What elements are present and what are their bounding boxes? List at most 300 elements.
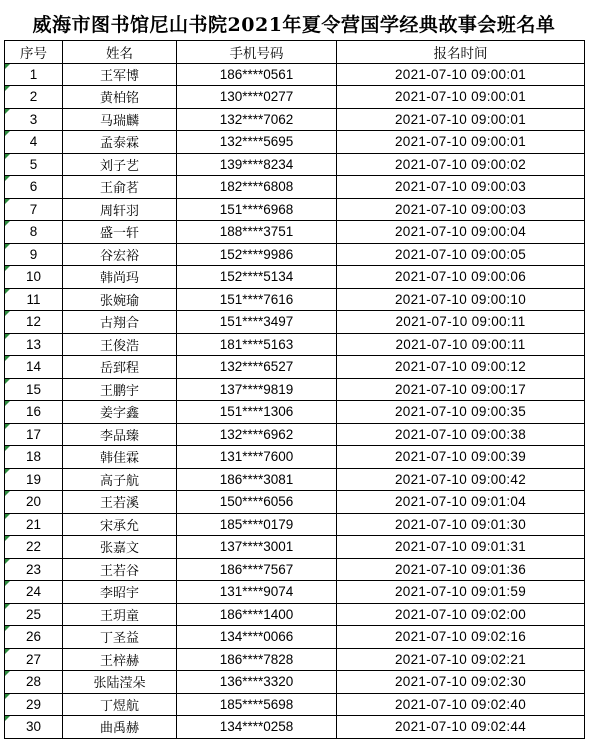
cell-phone xyxy=(177,446,337,469)
table-row xyxy=(5,648,585,671)
cell-no xyxy=(5,356,63,379)
cell-time xyxy=(337,468,585,491)
cell-time xyxy=(337,221,585,244)
cell-no-text: 2 xyxy=(29,89,38,105)
cell-no xyxy=(5,63,63,86)
cell-name xyxy=(63,86,177,109)
cell-indicator-icon xyxy=(5,581,10,586)
cell-time-text: 2021-07-10 09:00:01 xyxy=(394,134,527,150)
cell-no-text: 19 xyxy=(25,471,42,487)
cell-no xyxy=(5,468,63,491)
roster-rows xyxy=(5,63,585,738)
cell-phone xyxy=(177,536,337,559)
cell-phone xyxy=(177,333,337,356)
cell-no-text: 5 xyxy=(29,156,38,172)
cell-name xyxy=(63,491,177,514)
table-row xyxy=(5,693,585,716)
cell-no xyxy=(5,626,63,649)
cell-phone-text: 139****8234 xyxy=(219,156,294,172)
cell-no-text: 30 xyxy=(25,719,42,735)
header-row xyxy=(5,41,585,64)
cell-time-text: 2021-07-10 09:00:10 xyxy=(394,291,527,307)
cell-indicator-icon xyxy=(5,221,10,226)
cell-indicator-icon xyxy=(5,446,10,451)
cell-no xyxy=(5,423,63,446)
cell-name xyxy=(63,671,177,694)
cell-phone xyxy=(177,491,337,514)
table-row xyxy=(5,356,585,379)
cell-no-text: 8 xyxy=(29,224,38,240)
cell-name-text: 谷宏裕 xyxy=(99,248,139,264)
cell-indicator-icon xyxy=(5,154,10,159)
cell-name xyxy=(63,401,177,424)
cell-indicator-icon xyxy=(5,266,10,271)
cell-name-text: 姜字鑫 xyxy=(99,406,139,422)
cell-name xyxy=(63,603,177,626)
cell-no xyxy=(5,176,63,199)
cell-no xyxy=(5,198,63,221)
cell-no xyxy=(5,153,63,176)
cell-time-text: 2021-07-10 09:00:17 xyxy=(394,381,527,397)
cell-phone-text: 182****6808 xyxy=(219,179,294,195)
cell-name-text: 岳郅程 xyxy=(99,361,139,377)
cell-indicator-icon xyxy=(5,604,10,609)
cell-indicator-icon xyxy=(5,379,10,384)
cell-time-text: 2021-07-10 09:02:16 xyxy=(394,629,527,645)
cell-indicator-icon xyxy=(5,469,10,474)
cell-no-text: 12 xyxy=(25,314,42,330)
cell-name xyxy=(63,648,177,671)
table-row xyxy=(5,86,585,109)
cell-phone-text: 134****0258 xyxy=(219,719,294,735)
cell-phone xyxy=(177,378,337,401)
cell-phone xyxy=(177,243,337,266)
cell-no xyxy=(5,86,63,109)
cell-time-text: 2021-07-10 09:00:01 xyxy=(394,66,527,82)
cell-name-text: 盛一轩 xyxy=(99,226,139,242)
cell-phone-text: 186****7828 xyxy=(219,651,294,667)
cell-no-text: 23 xyxy=(25,561,42,577)
cell-name-text: 李品臻 xyxy=(99,428,139,444)
cell-phone-text: 152****5134 xyxy=(219,269,294,285)
cell-time-text: 2021-07-10 09:01:31 xyxy=(394,539,527,555)
cell-no-text: 14 xyxy=(25,359,42,375)
cell-no-text: 20 xyxy=(25,494,42,510)
cell-phone-text: 132****6962 xyxy=(219,426,294,442)
cell-phone-text: 185****0179 xyxy=(219,516,294,532)
cell-name-text: 王梓赫 xyxy=(99,653,139,669)
cell-time xyxy=(337,333,585,356)
cell-no-text: 16 xyxy=(25,404,42,420)
cell-phone xyxy=(177,288,337,311)
table-row xyxy=(5,198,585,221)
cell-phone xyxy=(177,311,337,334)
cell-indicator-icon xyxy=(5,626,10,631)
cell-name xyxy=(63,108,177,131)
cell-time xyxy=(337,716,585,739)
table-row xyxy=(5,311,585,334)
cell-time xyxy=(337,131,585,154)
cell-name-text: 曲禹赫 xyxy=(99,721,139,737)
cell-indicator-icon xyxy=(5,244,10,249)
cell-time xyxy=(337,266,585,289)
cell-time-text: 2021-07-10 09:01:59 xyxy=(394,584,527,600)
header-phone: 手机号码 xyxy=(177,41,337,64)
table-row xyxy=(5,491,585,514)
cell-indicator-icon xyxy=(5,356,10,361)
cell-time xyxy=(337,176,585,199)
cell-no-text: 7 xyxy=(29,201,38,217)
cell-time xyxy=(337,311,585,334)
cell-time-text: 2021-07-10 09:01:04 xyxy=(394,494,527,510)
cell-no xyxy=(5,311,63,334)
cell-indicator-icon xyxy=(5,64,10,69)
cell-name xyxy=(63,288,177,311)
cell-indicator-icon xyxy=(5,334,10,339)
cell-name xyxy=(63,198,177,221)
cell-name xyxy=(63,356,177,379)
cell-no-text: 29 xyxy=(25,696,42,712)
cell-no-text: 10 xyxy=(25,269,42,285)
roster-sheet xyxy=(4,10,584,739)
cell-phone xyxy=(177,176,337,199)
cell-time xyxy=(337,86,585,109)
cell-time-text: 2021-07-10 09:02:21 xyxy=(394,651,527,667)
cell-phone-text: 136****3320 xyxy=(219,674,294,690)
cell-no xyxy=(5,266,63,289)
cell-phone-text: 152****9986 xyxy=(219,246,294,262)
cell-phone-text: 132****5695 xyxy=(219,134,294,150)
cell-phone-text: 130****0277 xyxy=(219,89,294,105)
table-row xyxy=(5,243,585,266)
cell-no xyxy=(5,513,63,536)
cell-no-text: 18 xyxy=(25,449,42,465)
cell-name xyxy=(63,176,177,199)
cell-name-text: 马瑞麟 xyxy=(99,113,139,129)
table-row xyxy=(5,266,585,289)
cell-phone-text: 185****5698 xyxy=(219,696,294,712)
table-row xyxy=(5,603,585,626)
cell-name xyxy=(63,468,177,491)
cell-phone xyxy=(177,221,337,244)
cell-no xyxy=(5,693,63,716)
cell-phone-text: 151****6968 xyxy=(219,201,294,217)
cell-time xyxy=(337,108,585,131)
cell-no xyxy=(5,131,63,154)
cell-no-text: 9 xyxy=(29,246,38,262)
cell-phone xyxy=(177,693,337,716)
table-row xyxy=(5,468,585,491)
cell-time-text: 2021-07-10 09:02:30 xyxy=(394,674,527,690)
cell-name xyxy=(63,581,177,604)
cell-name-text: 高子航 xyxy=(99,473,139,489)
cell-time xyxy=(337,536,585,559)
header-no: 序号 xyxy=(5,41,63,64)
cell-no-text: 6 xyxy=(29,179,38,195)
cell-phone-text: 181****5163 xyxy=(219,336,294,352)
cell-name-text: 李昭宇 xyxy=(99,586,139,602)
cell-phone xyxy=(177,423,337,446)
table-row xyxy=(5,581,585,604)
cell-time xyxy=(337,423,585,446)
cell-name xyxy=(63,243,177,266)
roster-table xyxy=(4,40,585,739)
cell-time-text: 2021-07-10 09:02:00 xyxy=(394,606,527,622)
cell-name-text: 周轩羽 xyxy=(99,203,139,219)
cell-time xyxy=(337,356,585,379)
cell-phone xyxy=(177,266,337,289)
cell-indicator-icon xyxy=(5,311,10,316)
cell-no-text: 15 xyxy=(25,381,42,397)
cell-phone xyxy=(177,108,337,131)
cell-time-text: 2021-07-10 09:00:39 xyxy=(394,449,527,465)
cell-indicator-icon xyxy=(5,491,10,496)
cell-phone xyxy=(177,131,337,154)
cell-name-text: 韩佳霖 xyxy=(99,451,139,467)
cell-no xyxy=(5,108,63,131)
cell-indicator-icon xyxy=(5,86,10,91)
cell-no xyxy=(5,446,63,469)
cell-no xyxy=(5,716,63,739)
cell-time-text: 2021-07-10 09:01:36 xyxy=(394,561,527,577)
cell-time-text: 2021-07-10 09:00:12 xyxy=(394,359,527,375)
cell-time-text: 2021-07-10 09:00:05 xyxy=(394,246,527,262)
cell-time-text: 2021-07-10 09:00:11 xyxy=(395,336,526,352)
cell-name xyxy=(63,446,177,469)
cell-name-text: 王俊浩 xyxy=(99,338,139,354)
table-row xyxy=(5,626,585,649)
cell-name-text: 古翔合 xyxy=(99,316,139,332)
cell-no-text: 3 xyxy=(29,111,38,127)
cell-time xyxy=(337,198,585,221)
cell-name-text: 王俞茗 xyxy=(99,181,139,197)
cell-name xyxy=(63,513,177,536)
cell-no xyxy=(5,603,63,626)
cell-no-text: 1 xyxy=(29,66,38,82)
cell-phone-text: 151****1306 xyxy=(219,404,294,420)
cell-indicator-icon xyxy=(5,536,10,541)
cell-time-text: 2021-07-10 09:00:11 xyxy=(395,314,526,330)
cell-time-text: 2021-07-10 09:00:42 xyxy=(394,471,527,487)
table-row xyxy=(5,513,585,536)
cell-phone xyxy=(177,401,337,424)
cell-name-text: 丁煜航 xyxy=(99,698,139,714)
cell-time-text: 2021-07-10 09:02:44 xyxy=(394,719,527,735)
cell-name xyxy=(63,716,177,739)
table-row xyxy=(5,558,585,581)
cell-no-text: 11 xyxy=(26,291,41,307)
table-row xyxy=(5,221,585,244)
cell-no-text: 25 xyxy=(25,606,42,622)
page-title: 威海市图书馆尼山书院2021年夏令营国学经典故事会班名单 xyxy=(32,14,556,36)
cell-phone-text: 134****0066 xyxy=(219,629,294,645)
cell-name-text: 孟泰霖 xyxy=(99,136,139,152)
cell-name xyxy=(63,311,177,334)
table-row xyxy=(5,671,585,694)
cell-time xyxy=(337,491,585,514)
header-time: 报名时间 xyxy=(337,41,585,64)
table-row xyxy=(5,446,585,469)
cell-time xyxy=(337,671,585,694)
cell-no-text: 17 xyxy=(25,426,42,442)
cell-phone xyxy=(177,513,337,536)
cell-phone-text: 186****3081 xyxy=(219,471,294,487)
cell-phone xyxy=(177,626,337,649)
cell-no-text: 27 xyxy=(25,651,42,667)
cell-no xyxy=(5,581,63,604)
cell-time-text: 2021-07-10 09:00:04 xyxy=(394,224,527,240)
cell-phone-text: 137****9819 xyxy=(219,381,294,397)
cell-name-text: 刘子艺 xyxy=(99,158,139,174)
cell-time-text: 2021-07-10 09:00:01 xyxy=(394,111,527,127)
cell-phone xyxy=(177,671,337,694)
cell-name xyxy=(63,153,177,176)
cell-no xyxy=(5,378,63,401)
cell-time-text: 2021-07-10 09:00:38 xyxy=(394,426,527,442)
cell-time xyxy=(337,288,585,311)
cell-name-text: 宋承允 xyxy=(99,518,139,534)
cell-name-text: 王鹏宇 xyxy=(99,383,139,399)
cell-name xyxy=(63,558,177,581)
cell-indicator-icon xyxy=(5,694,10,699)
cell-no xyxy=(5,243,63,266)
header-name: 姓名 xyxy=(63,41,177,64)
cell-time xyxy=(337,243,585,266)
cell-phone xyxy=(177,198,337,221)
cell-name xyxy=(63,131,177,154)
cell-no xyxy=(5,288,63,311)
cell-name xyxy=(63,333,177,356)
cell-name xyxy=(63,536,177,559)
cell-time xyxy=(337,63,585,86)
cell-time-text: 2021-07-10 09:00:35 xyxy=(394,404,527,420)
table-row xyxy=(5,108,585,131)
cell-no-text: 4 xyxy=(29,134,38,150)
cell-no xyxy=(5,558,63,581)
cell-no xyxy=(5,491,63,514)
cell-phone-text: 131****7600 xyxy=(219,449,294,465)
cell-phone xyxy=(177,63,337,86)
cell-no-text: 22 xyxy=(25,539,42,555)
table-row xyxy=(5,716,585,739)
cell-no-text: 28 xyxy=(25,674,42,690)
cell-time-text: 2021-07-10 09:00:06 xyxy=(394,269,527,285)
cell-no-text: 26 xyxy=(25,629,42,645)
cell-name xyxy=(63,693,177,716)
cell-name-text: 张陆滢朵 xyxy=(93,676,146,692)
cell-no-text: 21 xyxy=(25,516,42,532)
cell-time xyxy=(337,513,585,536)
cell-phone xyxy=(177,581,337,604)
cell-time-text: 2021-07-10 09:01:30 xyxy=(394,516,527,532)
table-row xyxy=(5,153,585,176)
cell-name-text: 韩尚玛 xyxy=(99,271,139,287)
cell-no-text: 24 xyxy=(25,584,42,600)
table-row xyxy=(5,288,585,311)
cell-phone xyxy=(177,603,337,626)
cell-time xyxy=(337,401,585,424)
cell-name xyxy=(63,266,177,289)
table-row xyxy=(5,131,585,154)
cell-indicator-icon xyxy=(5,671,10,676)
cell-phone-text: 186****1400 xyxy=(219,606,294,622)
cell-phone-text: 188****3751 xyxy=(219,224,294,240)
cell-no xyxy=(5,333,63,356)
cell-time xyxy=(337,153,585,176)
cell-indicator-icon xyxy=(5,514,10,519)
cell-phone-text: 150****6056 xyxy=(219,494,294,510)
cell-time-text: 2021-07-10 09:00:03 xyxy=(394,201,527,217)
cell-name-text: 王若溪 xyxy=(99,496,139,512)
cell-phone xyxy=(177,153,337,176)
table-row xyxy=(5,333,585,356)
cell-no xyxy=(5,648,63,671)
cell-time-text: 2021-07-10 09:00:03 xyxy=(394,179,527,195)
cell-name xyxy=(63,423,177,446)
cell-indicator-icon xyxy=(5,716,10,721)
cell-indicator-icon xyxy=(5,289,10,294)
cell-no xyxy=(5,401,63,424)
cell-indicator-icon xyxy=(5,199,10,204)
cell-time xyxy=(337,558,585,581)
cell-name-text: 王军博 xyxy=(99,68,139,84)
cell-name xyxy=(63,626,177,649)
cell-time xyxy=(337,626,585,649)
cell-phone-text: 151****3497 xyxy=(219,314,294,330)
cell-time-text: 2021-07-10 09:02:40 xyxy=(394,696,527,712)
cell-indicator-icon xyxy=(5,424,10,429)
cell-name-text: 王若谷 xyxy=(99,563,139,579)
table-row xyxy=(5,63,585,86)
cell-time xyxy=(337,693,585,716)
cell-indicator-icon xyxy=(5,649,10,654)
cell-phone-text: 186****7567 xyxy=(219,561,294,577)
cell-no xyxy=(5,221,63,244)
cell-no-text: 13 xyxy=(25,336,42,352)
table-row xyxy=(5,423,585,446)
cell-phone xyxy=(177,86,337,109)
cell-time xyxy=(337,581,585,604)
cell-phone-text: 132****7062 xyxy=(219,111,294,127)
table-row xyxy=(5,176,585,199)
cell-indicator-icon xyxy=(5,401,10,406)
table-row xyxy=(5,401,585,424)
cell-phone-text: 132****6527 xyxy=(219,359,294,375)
cell-time xyxy=(337,603,585,626)
cell-phone-text: 186****0561 xyxy=(219,66,294,82)
cell-no xyxy=(5,671,63,694)
cell-phone xyxy=(177,356,337,379)
table-row xyxy=(5,378,585,401)
cell-phone xyxy=(177,648,337,671)
cell-time-text: 2021-07-10 09:00:02 xyxy=(394,156,527,172)
cell-indicator-icon xyxy=(5,176,10,181)
cell-phone-text: 131****9074 xyxy=(219,584,294,600)
cell-phone-text: 137****3001 xyxy=(219,539,294,555)
cell-time xyxy=(337,446,585,469)
cell-indicator-icon xyxy=(5,131,10,136)
cell-name-text: 张婉瑜 xyxy=(99,293,139,309)
cell-time-text: 2021-07-10 09:00:01 xyxy=(394,89,527,105)
cell-name xyxy=(63,378,177,401)
cell-phone-text: 151****7616 xyxy=(219,291,294,307)
cell-phone xyxy=(177,468,337,491)
cell-time xyxy=(337,648,585,671)
cell-name-text: 丁圣益 xyxy=(99,631,139,647)
cell-no xyxy=(5,536,63,559)
table-row xyxy=(5,536,585,559)
cell-time xyxy=(337,378,585,401)
